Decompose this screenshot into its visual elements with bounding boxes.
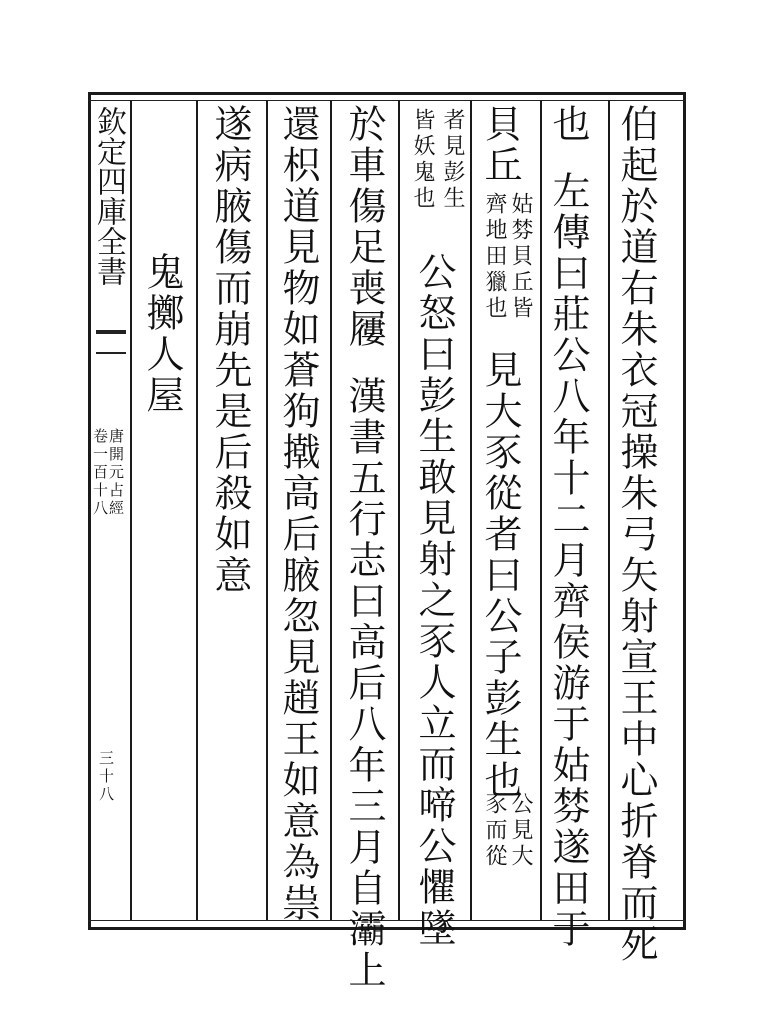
annotation-4-left: 皆妖鬼也 <box>410 108 435 212</box>
text-column-4: 公怒曰彭生敢見射之豕人立而啼公懼墜 <box>412 252 456 949</box>
column-rule <box>266 100 268 920</box>
section-heading: 鬼擲人屋 <box>140 252 184 416</box>
text-column-3-a: 貝丘 <box>478 104 522 186</box>
column-rule <box>196 100 198 920</box>
column-2-part-a: 也 <box>546 104 590 145</box>
column-rule <box>540 100 542 920</box>
gutter-rule <box>130 100 132 920</box>
annotation-4-right: 者見彭生 <box>440 108 465 212</box>
column-rule <box>608 100 610 920</box>
column-rule <box>398 100 400 920</box>
text-column-7: 遂病腋傷而崩先是后殺如意 <box>208 104 252 596</box>
annotation-3-left: 齊地田獵也 <box>482 192 507 322</box>
column-2-part-b: 左傳曰莊公八年十二月齊侯游于姑棼遂田于 <box>546 171 590 950</box>
bottom-rule <box>88 920 686 921</box>
top-rule <box>88 100 686 101</box>
annotation-3b-left: 豕而從 <box>482 792 507 870</box>
text-column-6: 還枳道見物如蒼狗撠高后腋忽見趙王如意為祟 <box>276 104 320 924</box>
volume-number: 卷一百十八 <box>91 428 109 518</box>
text-column-3-b: 見大豕從者曰公子彭生也 <box>478 350 522 801</box>
text-column-5 <box>344 104 384 991</box>
annotation-3b-right: 公見大 <box>508 792 533 870</box>
page-frame <box>88 92 686 930</box>
book-title: 欽定四庫全書 <box>91 106 126 286</box>
page-number: 三十八 <box>97 750 115 804</box>
text-column-2 <box>548 104 588 950</box>
column-rule <box>330 100 332 920</box>
section-title: 唐開元占經 <box>107 428 125 518</box>
annotation-3-right: 姑棼貝丘皆 <box>508 192 533 322</box>
column-5-part-b: 漢書五行志曰高后八年三月自灞上 <box>342 376 386 991</box>
fishtail-mark <box>96 330 126 354</box>
text-column-1: 伯起於道右朱衣冠操朱弓矢射宣王中心折脊而死 <box>614 104 658 965</box>
column-rule <box>470 100 472 920</box>
column-5-part-a: 於車傷足喪屨 <box>342 104 386 350</box>
